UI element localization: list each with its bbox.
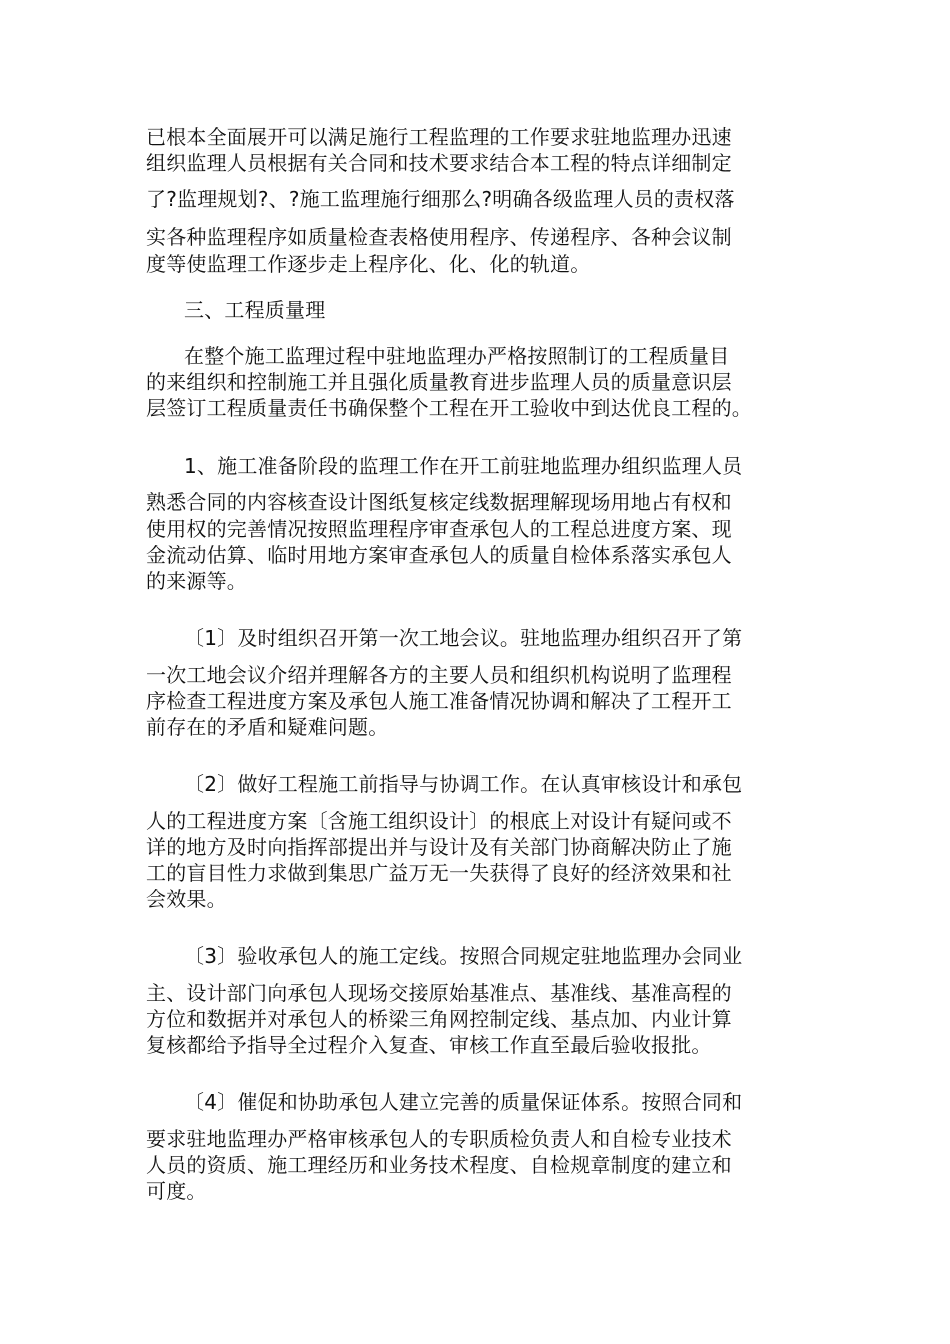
section-heading: 三、工程质量理 [184,298,326,322]
text-line: 度等使监理工作逐步走上程序化、化、化的轨道。 [146,252,591,276]
text-line: 方位和数据并对承包人的桥梁三角网控制定线、基点加、内业计算 [146,1007,732,1031]
text-line: 〔3〕验收承包人的施工定线。按照合同规定驻地监理办会同业 [184,944,743,968]
text-line: 〔1〕及时组织召开第一次工地会议。驻地监理办组织召开了第 [184,626,743,650]
text-line: 使用权的完善情况按照监理程序审查承包人的工程总进度方案、现 [146,517,732,541]
text-line: 前存在的矛盾和疑难问题。 [146,715,389,739]
text-line: 会效果。 [146,887,227,911]
text-line: 序检查工程进度方案及承包人施工准备情况协调和解决了工程开工 [146,689,732,713]
text-line: 详的地方及时向指挥部提出并与设计及有关部门协商解决防止了施 [146,835,732,859]
text-line: 复核都给予指导全过程介入复查、审核工作直至最后验收报批。 [146,1033,712,1057]
text-line: 可度。 [146,1179,207,1203]
text-line: 1、施工准备阶段的监理工作在开工前驻地监理办组织监理人员 [184,454,743,478]
text-line: 〔2〕做好工程施工前指导与协调工作。在认真审核设计和承包 [184,772,743,796]
text-line: 的来源等。 [146,569,247,593]
text-line: 层签订工程质量责任书确保整个工程在开工验收中到达优良工程的。 [146,396,752,420]
text-line: 的来组织和控制施工并且强化质量教育进步监理人员的质量意识层 [146,370,732,394]
text-line: 金流动估算、临时用地方案审查承包人的质量自检体系落实承包人 [146,543,732,567]
text-line: 实各种监理程序如质量检查表格使用程序、传递程序、各种会议制 [146,225,732,249]
text-line: 在整个施工监理过程中驻地监理办严格按照制订的工程质量目 [184,344,730,368]
text-line: 熟悉合同的内容核查设计图纸复核定线数据理解现场用地占有权和 [146,490,732,514]
text-line: 组织监理人员根据有关合同和技术要求结合本工程的特点详细制定 [146,151,732,175]
text-line: 〔4〕催促和协助承包人建立完善的质量保证体系。按照合同和 [184,1090,743,1114]
text-line: 主、设计部门向承包人现场交接原始基准点、基准线、基准高程的 [146,981,732,1005]
text-line: 工的盲目性力求做到集思广益万无一失获得了良好的经济效果和社 [146,861,732,885]
text-line: 一次工地会议介绍并理解各方的主要人员和组织机构说明了监理程 [146,663,732,687]
text-line: 人的工程进度方案〔含施工组织设计〕的根底上对设计有疑问或不 [146,809,732,833]
text-line: 要求驻地监理办严格审核承包人的专职质检负责人和自检专业技术 [146,1127,732,1151]
text-line: 已根本全面展开可以满足施行工程监理的工作要求驻地监理办迅速 [146,125,732,149]
text-line: 了?监理规划?、?施工监理施行细那么?明确各级监理人员的责权落 [146,187,735,211]
text-line: 人员的资质、施工理经历和业务技术程度、自检规章制度的建立和 [146,1153,732,1177]
